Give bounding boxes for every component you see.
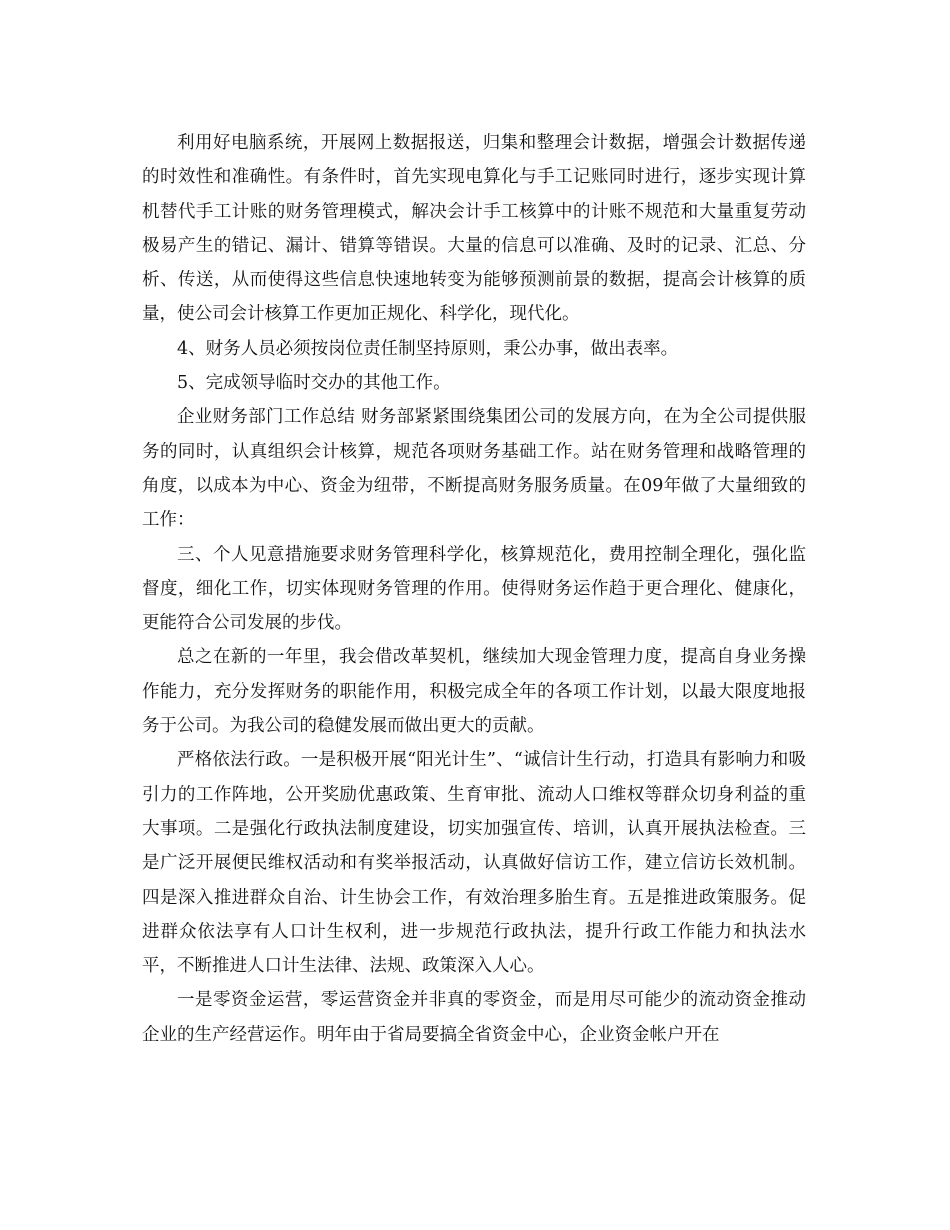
- paragraph-item-4: 4、财务人员必须按岗位责任制坚持原则，秉公办事，做出表率。: [177, 338, 679, 359]
- paragraph-item-5: 5、完成领导临时交办的其他工作。: [177, 373, 451, 394]
- paragraph-personal-suggestions: 三、个人见意措施要求财务管理科学化，核算规范化，费用控制全理化，强化监督度，细化工作，切实体现财务管理的作用。使得财务运作趋于更合理化、健康化，更能符合公司发展的步伐。: [142, 544, 806, 634]
- paragraph-zero-capital: 一是零资金运营，零运营资金并非真的零资金，而是用尽可能少的流动资金推动企业的生产经营运作。明年由于省局要搞全省资金中心，企业资金帐户开在: [142, 990, 806, 1045]
- paragraph-law-administration: 严格依法行政。一是积极开展“阳光计生”、“诚信计生行动，打造具有影响力和吸引力的工作阵地，公开奖励优惠政策、生育审批、流动人口维权等群众切身利益的重大事项。二是强化行政执法制度建设，切实加强宣传、培训，认真开展执法检查。三是广泛开展便民维权活动和有奖举报活动，认真做好信访工作，建立信访长效机制。四是深入推进群众自治、计生协会工作，有效治理多胎生育。五是推进政策服务。促进群众依法享有人口计生权利，进一步规范行政执法，提升行政工作能力和执法水平，不断推进人口计生法律、法规、政策深入人心。: [142, 750, 806, 977]
- paragraph-conclusion: 总之在新的一年里，我会借改革契机，继续加大现金管理力度，提高自身业务操作能力，充分发挥财务的职能作用，积极完成全年的各项工作计划，以最大限度地报务于公司。为我公司的稳健发展而做出更大的贡献。: [142, 647, 806, 737]
- document-body: [142, 126, 806, 1052]
- paragraph-accounting-computerization: 利用好电脑系统，开展网上数据报送，归集和整理会计数据，增强会计数据传递的时效性和准确性。有条件时，首先实现电算化与手工记账同时进行，逐步实现计算机替代手工计账的财务管理模式，解决会计手工核算中的计账不规范和大量重复劳动极易产生的错记、漏计、错算等错误。大量的信息可以准确、及时的记录、汇总、分析、传送，从而使得这些信息快速地转变为能够预测前景的数据，提高会计核算的质量，使公司会计核算工作更加正规化、科学化，现代化。: [142, 133, 806, 325]
- paragraph-finance-summary: 企业财务部门工作总结 财务部紧紧围绕集团公司的发展方向，在为全公司提供服务的同时，认真组织会计核算，规范各项财务基础工作。站在财务管理和战略管理的角度，以成本为中心、资金为纽带，不断提高财务服务质量。在09年做了大量细致的工作：: [142, 407, 806, 531]
